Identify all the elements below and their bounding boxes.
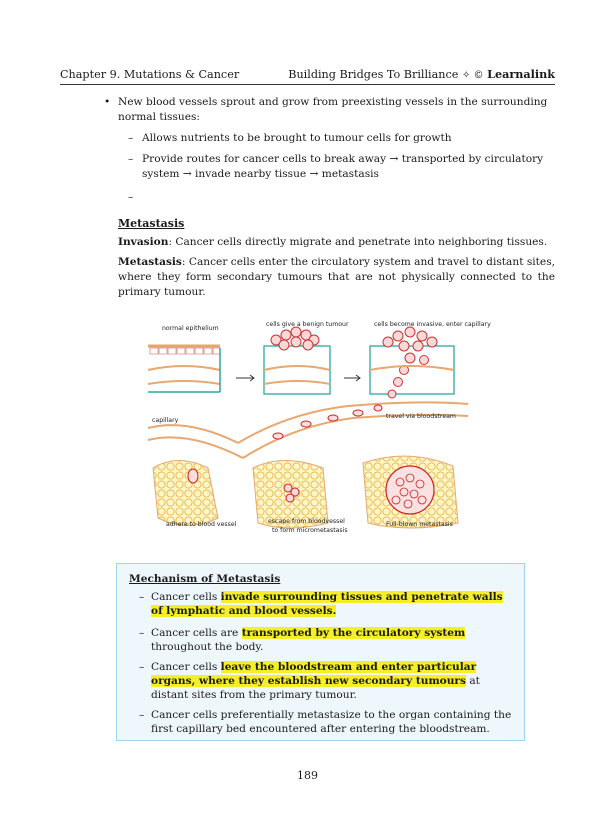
- sub-item: [60, 131, 555, 146]
- stage-invasive: [370, 327, 454, 398]
- tissue-adhere: [153, 461, 218, 526]
- mechanism-box: [116, 563, 525, 741]
- capillary-vessel: [148, 402, 468, 458]
- item-text: Cancer cells: [151, 661, 221, 673]
- label-invasive: cells become invasive, enter capillary: [374, 321, 491, 328]
- dash-icon: –: [139, 709, 145, 721]
- sub-item: [60, 152, 555, 182]
- dash-icon: –: [139, 591, 145, 603]
- stage-benign: [264, 327, 330, 394]
- bullet-dot-icon: •: [104, 96, 111, 108]
- item-text: Cancer cells are: [151, 627, 242, 639]
- mechanism-item: [139, 708, 514, 736]
- mechanism-item: [139, 660, 514, 702]
- invasion-paragraph: [118, 235, 555, 250]
- chapter-title: Chapter 9. Mutations & Cancer: [60, 68, 240, 81]
- label-capillary: capillary: [152, 417, 179, 424]
- label-travel: travel via bloodstream: [386, 413, 456, 420]
- page-header: [60, 67, 555, 85]
- sub-item-text: Allows nutrients to be brought to tumour cells for growth: [142, 132, 452, 144]
- main-content: [60, 95, 555, 305]
- highlight: leave the bloodstream and enter particular organs, where they establish new secondary tumours: [151, 661, 477, 687]
- mechanism-item: [139, 590, 514, 618]
- item-text: Cancer cells preferentially metastasize to the organ containing the first capillary bed encountered after entering the bloodstream.: [151, 709, 512, 735]
- page-number: 189: [297, 769, 318, 782]
- bullet-item: [60, 95, 555, 125]
- metastasis-diagram: [148, 318, 491, 540]
- item-text: at distant sites from the primary tumour.: [151, 675, 480, 701]
- stage-normal: [148, 344, 220, 394]
- header-tagline: Building Bridges To Brilliance: [288, 68, 459, 81]
- label-benign: cells give a benign tumour: [266, 321, 349, 328]
- empty-sub-item: –: [128, 191, 134, 203]
- section-heading: Metastasis: [118, 217, 185, 230]
- label-escape-2: to form micrometastasis: [272, 527, 348, 534]
- label-normal-epithelium: normal epithelium: [162, 325, 219, 332]
- label-adhere: adhere to blood vessel: [166, 521, 237, 528]
- highlight: invade surrounding tissues and penetrate walls of lymphatic and blood vessels.: [151, 591, 503, 617]
- invasion-text: : Cancer cells directly migrate and penetrate into neighboring tissues.: [168, 236, 548, 248]
- invasion-label: Invasion: [118, 236, 169, 248]
- dash-icon: –: [128, 153, 134, 165]
- item-text: throughout the body.: [151, 641, 264, 653]
- tissue-fullblown: [363, 456, 458, 528]
- metastasis-text: : Cancer cells enter the circulatory system and travel to distant sites, where they form secondary tumours that are not physically connected to the primary tumour.: [118, 256, 555, 298]
- metastasis-label: Metastasis: [118, 256, 182, 268]
- highlight: transported by the circulatory system: [241, 627, 466, 639]
- sparkle-copyright-icon: ✧ ©: [461, 70, 484, 81]
- brand-name: Learnalink: [487, 67, 555, 81]
- sub-item-text: Provide routes for cancer cells to break away → transported by circulatory system → invade nearby tissue → metastasis: [142, 153, 544, 180]
- metastasis-paragraph: [118, 255, 555, 300]
- mechanism-item: [139, 626, 514, 654]
- dash-icon: –: [139, 661, 145, 673]
- dash-icon: –: [128, 132, 134, 144]
- item-text: Cancer cells: [151, 591, 221, 603]
- dash-icon: –: [139, 627, 145, 639]
- mechanism-title: Mechanism of Metastasis: [129, 573, 281, 585]
- label-escape: escape from bloodvessel: [268, 518, 345, 525]
- label-fullblown: Full-blown metastasis: [386, 521, 453, 528]
- header-brand: [288, 67, 555, 81]
- bullet-text: New blood vessels sprout and grow from preexisting vessels in the surrounding normal tissues:: [118, 96, 548, 123]
